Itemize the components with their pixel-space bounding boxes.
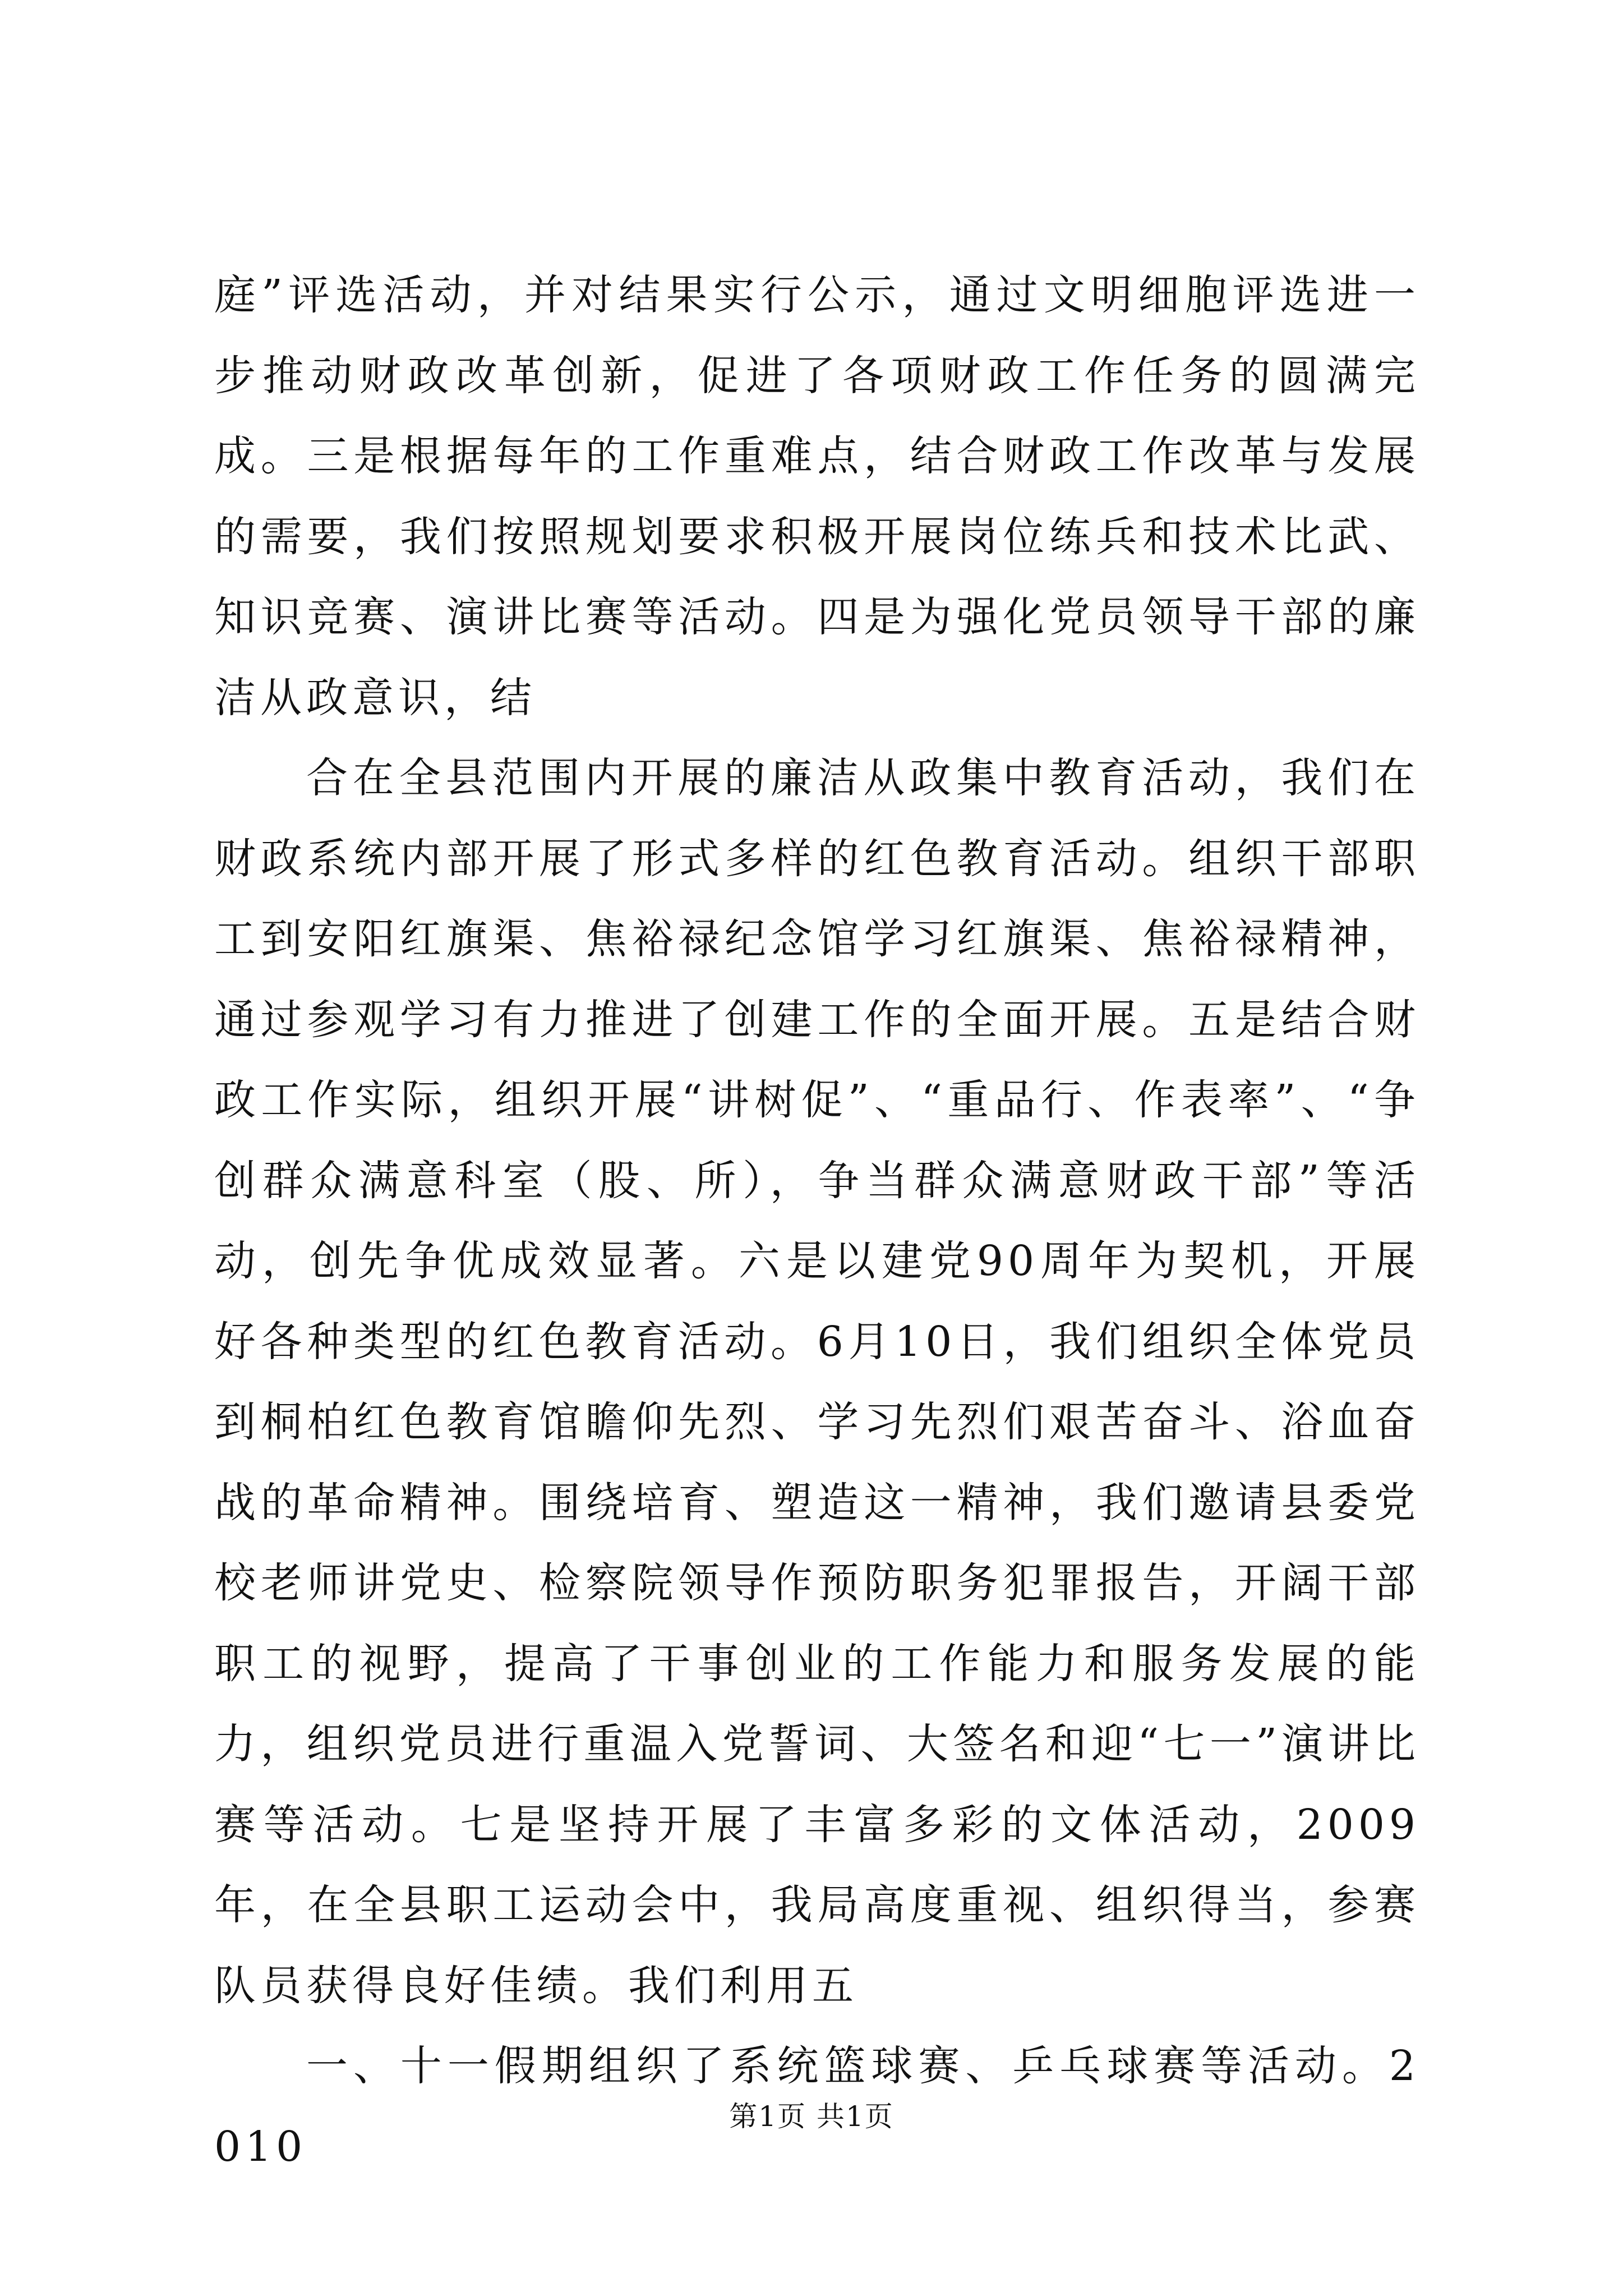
paragraph-1: 庭”评选活动，并对结果实行公示，通过文明细胞评选进一步推动财政改革创新，促进了各项财政工作任务的圆满完成。三是根据每年的工作重难点，结合财政工作改革与发展的需要，我们按照规划要求积极开展岗位练兵和技术比武、知识竞赛、演讲比赛等活动。四是为强化党员领导干部的廉洁从政意识，结 xyxy=(214,271,1420,722)
paragraph-3: 一、十一假期组织了系统篮球赛、乒乓球赛等活动。2010 xyxy=(214,2042,1420,2171)
document-body xyxy=(214,255,1420,2187)
page-footer: 第1页 共1页 xyxy=(729,2100,894,2133)
paragraph-2: 合在全县范围内开展的廉洁从政集中教育活动，我们在财政系统内部开展了形式多样的红色教育活动。组织干部职工到安阳红旗渠、焦裕禄纪念馆学习红旗渠、焦裕禄精神，通过参观学习有力推进了创建工作的全面开展。五是结合财政工作实际，组织开展“讲树促”、“重品行、作表率”、“争创群众满意科室（股、所），争当群众满意财政干部”等活动，创先争优成效显著。六是以建党90周年为契机，开展好各种类型的红色教育活动。6月10日，我们组织全体党员到桐柏红色教育馆瞻仰先烈、学习先烈们艰苦奋斗、浴血奋战的革命精神。围绕培育、塑造这一精神，我们邀请县委党校老师讲党史、检察院领导作预防职务犯罪报告，开阔干部职工的视野，提高了干事创业的工作能力和服务发展的能力，组织党员进行重温入党誓词、大签名和迎“七一”演讲比赛等活动。七是坚持开展了丰富多彩的文体活动，2009年，在全县职工运动会中，我局高度重视、组织得当，参赛队员获得良好佳绩。我们利用五 xyxy=(214,754,1420,2010)
